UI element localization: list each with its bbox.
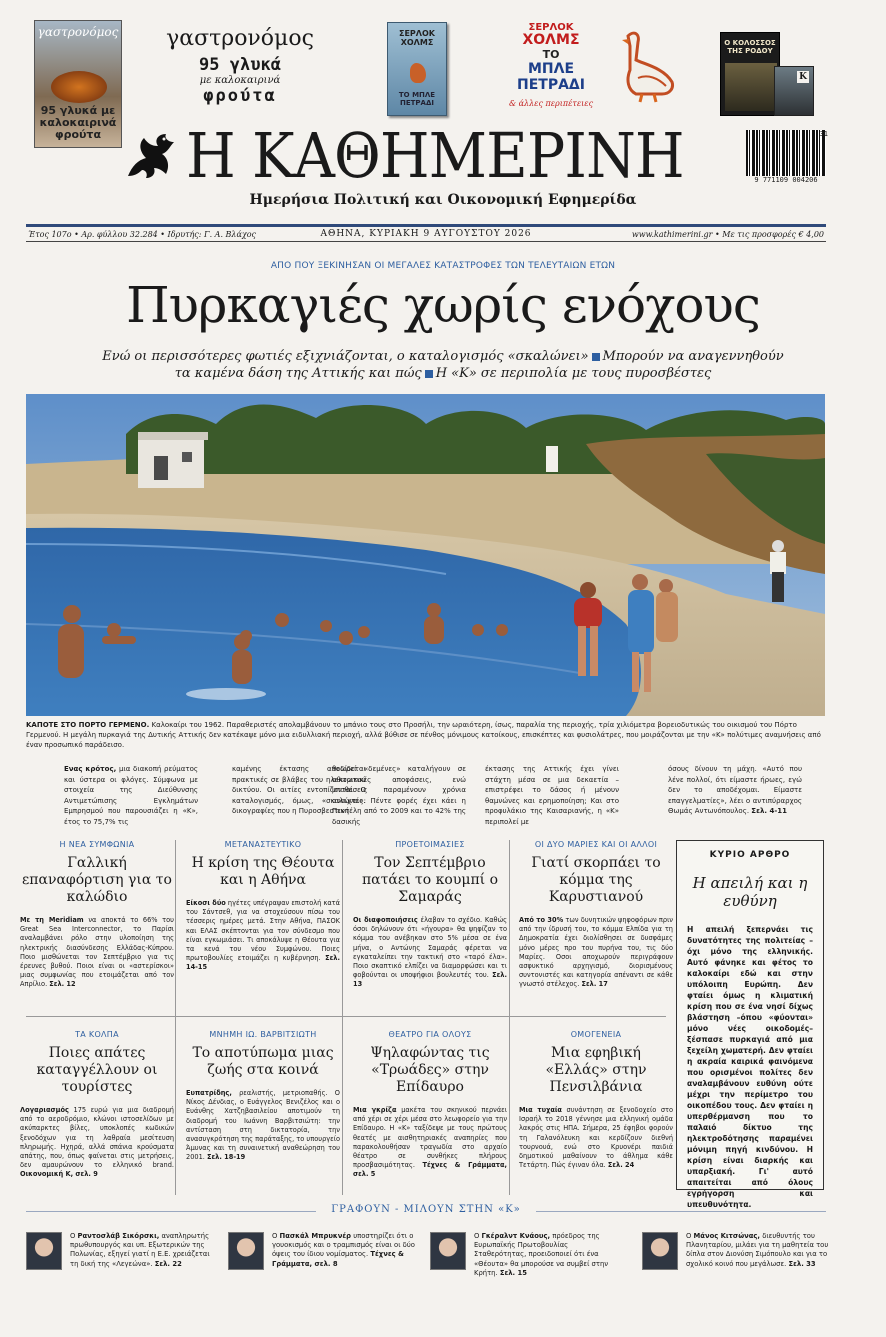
teaser-scams[interactable] xyxy=(20,1030,174,1180)
avatar xyxy=(642,1232,678,1270)
teaser-lead: Από το 30% xyxy=(519,916,564,924)
teaser-body: των δυνητικών ψηφοφόρων πριν από την ίδρυσή του, το κόμμα Ελπίδα για τη Δημοκρατία έχει διολίσθησει σε δυσφάμες μόνο μέρες προ του πυρήνα του, τις δύο Μαρίες. Οσοι αποχωρούν περιγράφουν ασφυκτικό αρχηγισμό, διορισμένους συντονιστές και κατηγορία απέναντι σε κάθε γνωστό στέλεχος. xyxy=(519,916,673,989)
lead-body xyxy=(64,764,802,834)
teaser-label: ΤΑ ΚΟΛΠΑ xyxy=(75,1030,119,1039)
editorial-title: Η απειλή και η ευθύνη xyxy=(692,874,808,910)
teaser-label: ΘΕΑΤΡΟ ΓΙΑ ΟΛΟΥΣ xyxy=(388,1030,472,1039)
deck-part-4: Η «Κ» σε περιπολία με τους πυροσβέστες xyxy=(435,366,712,381)
columnist-item[interactable] xyxy=(430,1232,620,1277)
page-reference: Σελ. 22 xyxy=(154,1259,182,1268)
columnist-text: Ο Πασκάλ Μπρυκνέρ υποστηρίζει ότι ο γουοκισμός και ο τραμπισμός είναι οι δύο όψεις του ίδιου νομίσματος. Τέχνες & Γράμματα, σελ. 8 xyxy=(272,1232,415,1268)
body-lead: Ενας κρότος, xyxy=(64,765,117,773)
body-text: θεωρεί «δεμένες» καταλήγουν σε αθωωτικές αποφάσεις, ενώ υποθέσεις παραμένουν χρόνια ανοιχτές. Πέντε φορές έχει κάει η Πεντέλη από το 2009 και το 42% της δασικής xyxy=(332,765,466,826)
avatar xyxy=(26,1232,62,1270)
teaser-lead: Με τη Meridiam xyxy=(20,916,84,924)
caption-lead: ΚΑΠΟΤΕ ΣΤΟ ΠΟΡΤΟ ΓΕΡΜΕΝΟ. xyxy=(26,721,150,729)
body-text: μια διακοπή ρεύματος και ύστερα οι φλόγες. Σύμφωνα με στοιχεία της Διεύθυνσης Αντιμετώπισης Εγκλημάτων Εμπρησμού που παρουσιάζει η «Κ», έτος το 75,7% τις xyxy=(64,765,198,826)
teaser-text xyxy=(186,1089,340,1163)
photo-caption xyxy=(26,720,826,750)
teaser-lead: Λογαριασμός xyxy=(20,1106,69,1114)
editorial-label: ΚΥΡΙΟ ΑΡΘΡΟ xyxy=(709,850,791,860)
teaser-karystianou[interactable] xyxy=(519,840,673,990)
dateline-website[interactable]: www.kathimerini.gr • Με τις προσφορές € 4,00 xyxy=(631,230,824,239)
dvd-case xyxy=(720,32,780,116)
square-bullet-icon xyxy=(425,370,433,378)
columnist-name: Ραντοσλάβ Σικόρσκι, xyxy=(77,1232,160,1240)
page-reference: Σελ. 13 xyxy=(353,971,507,989)
avatar xyxy=(228,1232,264,1270)
magazine-promo-line3: φρούτα xyxy=(203,86,277,106)
masthead-subtitle: Ημερήσια Πολιτική και Οικονομική Εφημερίδα xyxy=(249,192,637,208)
avatar xyxy=(430,1232,466,1270)
magazine-cover-text: 95 γλυκά με καλοκαιρινά φρούτα xyxy=(39,104,117,141)
dessert-plate-image xyxy=(51,71,107,103)
book-cover[interactable] xyxy=(387,22,447,116)
page-reference: Σελ. 12 xyxy=(49,980,76,989)
teaser-label: ΠΡΟΕΤΟΙΜΑΣΙΕΣ xyxy=(395,840,465,849)
teaser-title: Το αποτύπωμα μιας ζωής στα κοινά xyxy=(192,1045,334,1078)
page-reference: Σελ. 15 xyxy=(499,1268,527,1277)
teaser-lead: Ευπατρίδης, xyxy=(186,1089,232,1097)
teaser-body: να αποκτά το 66% του Great Sea Interconnector, το Παρίσι αναλαμβάνει ρόλο στην υλοποίηση της ηλεκτρικής διασύνδεσης Ελλάδας-Κύπρου. Ποιο μισθώνεται τον Σεπτέμβριο για τις έρευνες βυθού. Ποιοι είναι οι «αστερίσκοι» μιας συμφωνίας που ετοιμάζεται από τον Απρίλιο. xyxy=(20,916,174,989)
column-divider xyxy=(509,840,510,1195)
magazine-promo[interactable] xyxy=(150,26,330,106)
columnist-text: Ο Μάνος Κιτσώνας, διευθυντής του Πλανηταρίου, μιλάει για τη μαθητεία του δίπλα στον Διονύση Σιμόπουλο και για το σχολικό κοινό που μεγάλωσε. Σελ. 33 xyxy=(686,1232,829,1268)
deck-part-1: Ενώ οι περισσότερες φωτιές εξιχνιάζονται, ο καταλογισμός «σκαλώνει» xyxy=(102,349,589,364)
page-reference: Σελ. 18-19 xyxy=(207,1153,246,1162)
column-divider xyxy=(175,840,176,1195)
barcode xyxy=(746,130,826,188)
column-divider xyxy=(342,840,343,1195)
columnist-blurb: διευθυντής του Πλανηταρίου, μιλάει για τη μαθητεία του δίπλα στον Διονύση Σιμόπουλο και για το σχολικό κοινό που μεγάλωσε. xyxy=(686,1232,829,1268)
teaser-lead: Μια γκρίζα xyxy=(353,1106,397,1114)
page-reference: Οικονομική Κ, σελ. 9 xyxy=(20,1170,98,1179)
dvd-title: Ο ΚΟΛΟΣΣΟΣ ΤΗΣ ΡΟΔΟΥ xyxy=(724,39,776,55)
book-promo-line4: ΜΠΛΕ ΠΕΤΡΑΔΙ xyxy=(517,61,585,93)
columnist-name: Πασκάλ Μπρυκνέρ xyxy=(279,1232,352,1240)
teaser-text xyxy=(353,916,507,990)
dateline xyxy=(26,224,826,242)
teaser-diaspora[interactable] xyxy=(519,1030,673,1170)
teaser-label: ΜΕΤΑΝΑΣΤΕΥΤΙΚΟ xyxy=(224,840,302,849)
teaser-migration[interactable] xyxy=(186,840,340,973)
teaser-title: Γαλλική επαναφόρτιση για το καλώδιο xyxy=(22,855,172,905)
page-reference: Σελ. 33 xyxy=(788,1259,816,1268)
teaser-body: ρεαλιστής, μετριοπαθής. Ο Νίκος Δένδιας, ο Ευάγγελος Βενιζέλος και ο Ευάνθης Χατζηβασιλείου αποτιμούν τη διαδρομή του Ιωάννη Βαρβιτσιώτη: την αντίσταση στη δικτατορία, την ανασυγκρότηση της παράταξης, το υπουργείο Άμυνας και τη συναινετική αναθεώρηση του 2001. xyxy=(186,1089,340,1162)
lead-photo[interactable] xyxy=(26,394,825,716)
teaser-title: Η κρίση της Θέουτα και η Αθήνα xyxy=(191,855,335,888)
teaser-body: 175 ευρώ για μια διαδρομή από το αεροδρόμιο, κλώνοι ιστοσελίδων με ακύπαρκτες βίλες, υποκλοπές κωδικών ξενοδόχων για τη λαθραία μεσίτευση πληρωμής. Ηχηρά, αλλά σπάνια κρούσματα απάτης, που, όπως φαίνεται στις μετρήσεις, δεν αμαυρώνουν το ελληνικό brand. xyxy=(20,1106,174,1170)
teaser-label: ΟΜΟΓΕΝΕΙΑ xyxy=(570,1030,622,1039)
dateline-issue: Έτος 107ο • Αρ. φύλλου 32.284 • Ιδρυτής: Γ. Α. Βλάχος xyxy=(28,230,257,239)
dvd-box xyxy=(774,66,814,116)
lead-kicker: ΑΠΟ ΠΟΥ ΞΕΚΙΝΗΣΑΝ ΟΙ ΜΕΓΑΛΕΣ ΚΑΤΑΣΤΡΟΦΕΣ ΤΩΝ ΤΕΛΕΥΤΑΙΩΝ ΕΤΩΝ xyxy=(270,261,616,271)
body-column xyxy=(668,764,802,817)
page-reference: Τέχνες & Γράμματα, σελ. 8 xyxy=(272,1250,404,1268)
page-reference: Σελ. 17 xyxy=(581,980,608,989)
teaser-lead: Μια τυχαία xyxy=(519,1106,562,1114)
teaser-text xyxy=(20,916,174,990)
teaser-body: ηγέτες υπέγραψαν επιστολή κατά του Σάντσεθ, για να στοχεύσουν πίσω του τέσσερις ημέρες μετά. Στην Αθήνα, ΠΑΣΟΚ και ΕΛΑΣ σκέπτονται για τον σύνδεσμο που είναι εγκωμιάσει. Τι αποκάλυψε η Θέουτα για τα κενά του νέου Συμφώνου. Ποιες πρωτοβουλίες ετοιμάζει η κυβέρνηση. xyxy=(186,899,340,963)
row-divider xyxy=(26,1016,666,1017)
body-column xyxy=(64,764,198,827)
caption-text: Καλοκαίρι του 1962. Παραθεριστές απολαμβάνουν το μπάνιο τους στο Προσήλι, την ωραιότερη, ίσως, παραλία της περιοχής, τρία χιλιόμετρα βορειοδυτικώς του οικισμού του Πόρτο Γερμενού. Η μεγάλη πυρκαγιά της Δυτικής Αττικής δεν κατέκαψε μόνο μια ειδυλλιακή περιοχή, αλλά βύθισε σε πένθος μόνιμους κατοίκους, επισκέπτες και φυσιολάτρες, που μοιράζονται με την «Κ» πολύτιμες αναμνήσεις από έναν προσωπικό παράδεισο. xyxy=(26,721,821,749)
columnist-text: Ο Γκέραλντ Κνάους, πρόεδρος της Ευρωπαϊκής Πρωτοβουλίας Σταθερότητας, προειδοποιεί ότι ένα «Θέουτα» θα μπορούσε να συμβεί στην Κρήτη. Σελ. 15 xyxy=(474,1232,609,1277)
page-reference: Σελ. 14-15 xyxy=(186,954,340,972)
book-promo-line1: ΣΕΡΛΟΚ xyxy=(528,22,574,33)
teaser-title: Ποιες απάτες καταγγέλλουν οι τουρίστες xyxy=(36,1045,158,1095)
teaser-title: Γιατί σκορπάει το κόμμα της Καρυστιανού xyxy=(531,855,661,905)
teaser-label: ΟΙ ΔΥΟ ΜΑΡΙΕΣ ΚΑΙ ΟΙ ΑΛΛΟΙ xyxy=(534,840,658,849)
body-text: έκτασης της Αττικής έχει γίνει στάχτη μέσα σε μια δεκαετία – επιστρέφει το δάσος ή μένουν θαμνώνες και ερημοποίηση; Και στο προφυλάκιο της Καισαριανής, η «Κ» περιπολεί με xyxy=(485,765,619,826)
book-promo-line3: ΤΟ xyxy=(542,48,560,61)
teaser-body: έλαβαν το σχέδιο. Καθώς όσοι δηλώνουν ότι «ήγουρα» θα ψηφίζαν το κόμμα του ανέβηκαν στο 5% μέσα σε ένα μήνα, ο Αντώνης Σαμαράς φέρεται να εγκαταλείπει την τακτική στο «ταρό έλα». Ποιο σκαπτικό ελπίζει να διαμορφώσει και τι φοβούνται οι υποψήφιοι βουλευτές του. xyxy=(353,916,507,980)
goose-icon xyxy=(618,30,676,104)
magazine-promo-line2: με καλοκαιρινά xyxy=(199,75,281,86)
writers-heading: ΓΡΑΦΟΥΝ - ΜΙΛΟΥΝ ΣΤΗΝ «Κ» xyxy=(26,1204,826,1218)
page-reference[interactable]: Σελ. 4-11 xyxy=(751,807,788,815)
book-promo[interactable] xyxy=(496,22,606,108)
dateline-date: ΑΘΗΝΑ, ΚΥΡΙΑΚΗ 9 ΑΥΓΟΥΣΤΟΥ 2026 xyxy=(320,229,532,239)
columnist-item[interactable] xyxy=(26,1232,216,1272)
page-reference: Σελ. 24 xyxy=(607,1161,635,1170)
teaser-cable[interactable] xyxy=(20,840,174,990)
beach-scene-image xyxy=(26,394,825,716)
dvd-image xyxy=(725,63,777,111)
page-reference: Τέχνες & Γράμματα, σελ. 5 xyxy=(353,1161,507,1179)
columnist-blurb: αναπληρωτής πρωθυπουργός και υπ. Εξωτερικών της Πολωνίας, εξηγεί γιατί η Ε.Ε. χρειάζεται τη δική της «Λεγεώνα». xyxy=(70,1232,210,1268)
columnist-text: Ο Ραντοσλάβ Σικόρσκι, αναπληρωτής πρωθυπουργός και υπ. Εξωτερικών της Πολωνίας, εξηγεί γιατί η Ε.Ε. χρειάζεται τη δική της «Λεγεώνα». Σελ. 22 xyxy=(70,1232,210,1268)
magazine-promo-line1: 95 γλυκά xyxy=(199,55,281,75)
bird-icon xyxy=(410,63,426,83)
barcode-number: 9 771109 004206 xyxy=(754,176,818,184)
teaser-body: μακέτα του σκηνικού περνάει από χέρι σε χέρι μέσα στο λεωφορείο για την Επίδαυρο. Η «Κ» ταξίδεψε με τους πρώτους θεατές με αισθητηριακές αναπηρίες που παρακολουθήσαν τραγωδία στο αρχαίο θέατρο σε συνθήκες πλήρους προσβασιμότητας. xyxy=(353,1106,507,1170)
columnist-name: Γκέραλντ Κνάους, xyxy=(481,1232,551,1240)
masthead-title[interactable]: Η ΚΑΘΗΜΕΡΙΝΗ xyxy=(186,119,684,192)
columnist-name: Μάνος Κιτσώνας, xyxy=(693,1232,761,1240)
editorial-box[interactable] xyxy=(676,840,824,1209)
square-bullet-icon xyxy=(592,353,600,361)
teaser-theatre[interactable] xyxy=(353,1030,507,1180)
body-text: όσους δίνουν τη μάχη. «Αυτό που λένε πολλοί, ότι είμαστε ήρωες, εγώ δεν το αποδέχομαι. Είμαστε επαγγελματίες», λέει ο αντιπύραρχος Θωμάς Αντωνόπουλος. xyxy=(668,765,802,815)
teaser-body: συνάντηση σε ξενοδοχείο στο Ισραήλ το 2018 γέννησε μια ελληνική ομάδα λακρός στις ΗΠΑ. Σήμερα, 25 έφηβοι φορούν τη Γαλανόλευκη και κερδίζουν διεθνή τουρνουά, ενώ στο Κρυονέρι παιδιά δημοτικού μαθαίνουν το άθλημα κάθε Τετάρτη. Πώς έγιναν όλα. xyxy=(519,1106,674,1170)
body-column xyxy=(332,764,466,827)
teaser-title: Τον Σεπτέμβριο πατάει το κουμπί ο Σαμαράς xyxy=(361,855,499,905)
body-text: καμένης έκτασης αποδίδεται πρακτικές σε βλάβες του ηλεκτρικού δικτύου. Οι αιτίες εντοπίζονται. Ο καταλογισμός, όμως, «σκαλώνει»: δικογραφίες που η Πυροσβεστική xyxy=(232,765,366,815)
teaser-varvitsiotis[interactable] xyxy=(186,1030,340,1163)
lead-deck xyxy=(90,348,796,382)
barcode-bars xyxy=(746,130,826,176)
book-cover-title: ΤΟ ΜΠΛΕ ΠΕΤΡΑΔΙ xyxy=(398,91,436,107)
teaser-lead: Οι διαφοποιήσεις xyxy=(353,916,418,924)
teaser-text xyxy=(353,1106,507,1180)
griffin-logo-icon xyxy=(124,130,178,182)
teaser-text xyxy=(20,1106,174,1180)
columnist-blurb: υποστηρίζει ότι ο γουοκισμός και ο τραμπισμός είναι οι δύο όψεις του ίδιου νομίσματος. xyxy=(272,1232,415,1259)
lead-headline[interactable]: Πυρκαγιές χωρίς ενόχους xyxy=(126,276,760,334)
deck-part-2: Μπορούν να αναγεννηθούν xyxy=(602,349,784,364)
book-promo-line5: & άλλες περιπέτειες xyxy=(508,99,594,108)
teaser-samaras[interactable] xyxy=(353,840,507,990)
deck-part-3: τα καμένα δάση της Αττικής και πώς xyxy=(174,366,422,381)
magazine-promo-title: γαστρονόμος xyxy=(166,26,314,51)
kathimerini-badge: K xyxy=(797,71,809,83)
columnist-blurb: πρόεδρος της Ευρωπαϊκής Πρωτοβουλίας Σταθερότητας, προειδοποιεί ότι ένα «Θέουτα» θα μπορούσε να συμβεί στην Κρήτη. xyxy=(474,1232,609,1277)
magazine-cover-title: γαστρονόμος xyxy=(37,25,119,39)
teaser-lead: Είκοσι δύο xyxy=(186,899,226,907)
teaser-label: Η ΝΕΑ ΣΥΜΦΩΝΙΑ xyxy=(59,840,135,849)
editorial-text: Η απειλή ξεπερνάει τις δυνατότητες της πολιτείας – όχι μόνο της ελληνικής. Αυτό φάνηκε και φέτος το καλοκαίρι εδώ και στην υπόλοιπη Ευρώπη. Δεν φταίει όμως η κλιματική κρίση που σε ένα νησί δίχως βλάστηση –όπου «φύονται» μόνο νέες οικοδομές– ξέσπασε πυρκαγιά από μια ξεχείλη χωματερή. Δεν φταίει η ακραία καιρικά φαινόμενα που ορισμένοι πολίτες δεν αναλαμβάνουν ευθύνη ούτε μέχρι την περίμετρο του οικοπέδου τους. Δεν φταίει η υπερθέρμανση που το παλαιό δίκτυο της ηλεκτροδότησης παραμένει μόνιμη πηγή κινδύνου. Η κρίση είναι διαρκής και υπαρξιακή. Γι' αυτό απαιτείται από όλους εγρήγορση και υπευθυνότητα. xyxy=(687,925,813,1209)
teaser-title: Ψηλαφώντας τις «Τρωάδες» στην Επίδαυρο xyxy=(370,1045,490,1095)
barcode-issue: 31 xyxy=(819,130,828,138)
body-column xyxy=(485,764,619,827)
teaser-text xyxy=(519,916,673,990)
teaser-label: ΜΝΗΜΗ ΙΩ. ΒΑΡΒΙΤΣΙΩΤΗ xyxy=(209,1030,317,1039)
columnist-item[interactable] xyxy=(228,1232,418,1272)
book-promo-line2: ΧΟΛΜΣ xyxy=(522,32,580,48)
teaser-text xyxy=(519,1106,673,1170)
columnist-item[interactable] xyxy=(642,1232,832,1272)
teaser-text xyxy=(186,899,340,973)
teaser-title: Μια εφηβική «Ελλάς» στην Πενσιλβάνια xyxy=(545,1045,647,1095)
book-cover-author: ΣΕΡΛΟΚ ΧΟΛΜΣ xyxy=(399,29,435,47)
dvd-promo[interactable] xyxy=(720,32,814,116)
